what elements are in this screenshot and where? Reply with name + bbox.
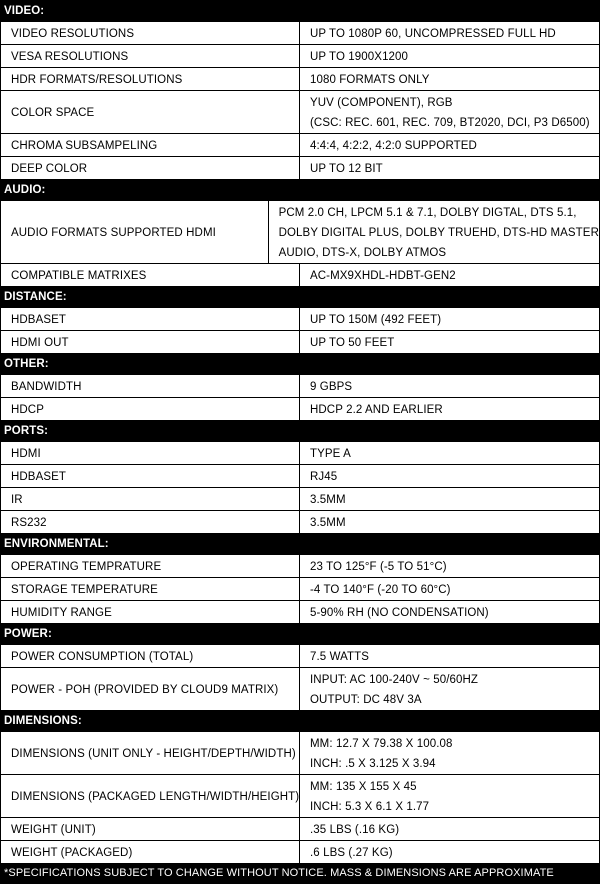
spec-value bbox=[300, 818, 600, 840]
spec-label bbox=[0, 331, 300, 353]
spec-row bbox=[0, 840, 600, 863]
spec-label-text: DEEP COLOR bbox=[11, 163, 88, 175]
spec-row bbox=[0, 464, 600, 487]
spec-row bbox=[0, 510, 600, 533]
spec-value-line: (CSC: REC. 601, REC. 709, BT2020, DCI, P3 D6500) bbox=[310, 117, 590, 129]
spec-value-line: INPUT: AC 100-240V ~ 50/60HZ bbox=[310, 674, 479, 686]
spec-row bbox=[0, 307, 600, 330]
spec-label-text: COLOR SPACE bbox=[11, 107, 95, 119]
spec-value-line: MM: 12.7 X 79.38 X 100.08 bbox=[310, 738, 453, 750]
spec-value-line: 4:4:4, 4:2:2, 4:2:0 SUPPORTED bbox=[310, 140, 477, 152]
spec-value-line: 5-90% RH (NO CONDENSATION) bbox=[310, 607, 489, 619]
spec-value bbox=[300, 488, 600, 510]
spec-row bbox=[0, 577, 600, 600]
spec-row bbox=[0, 44, 600, 67]
spec-value bbox=[300, 308, 600, 330]
spec-label-text: VESA RESOLUTIONS bbox=[11, 51, 129, 63]
spec-value bbox=[300, 775, 600, 817]
spec-value-line: UP TO 50 FEET bbox=[310, 337, 395, 349]
spec-label bbox=[0, 91, 300, 133]
spec-label bbox=[0, 841, 300, 863]
section-header-power: POWER: bbox=[0, 623, 600, 644]
spec-value bbox=[300, 841, 600, 863]
spec-row bbox=[0, 330, 600, 353]
spec-row bbox=[0, 21, 600, 44]
spec-value bbox=[300, 645, 600, 667]
spec-row bbox=[0, 667, 600, 710]
spec-label-text: DIMENSIONS (PACKAGED LENGTH/WIDTH/HEIGHT) bbox=[11, 791, 300, 803]
footer-note: *SPECIFICATIONS SUBJECT TO CHANGE WITHOUT NOTICE. MASS & DIMENSIONS ARE APPROXIMATE bbox=[0, 863, 600, 884]
spec-value bbox=[300, 45, 600, 67]
spec-label-text: IR bbox=[11, 494, 23, 506]
spec-value-line: PCM 2.0 CH, LPCM 5.1 & 7.1, DOLBY DIGTAL, DTS 5.1, bbox=[278, 207, 577, 219]
section-header-dimensions: DIMENSIONS: bbox=[0, 710, 600, 731]
spec-label-text: AUDIO FORMATS SUPPORTED HDMI bbox=[11, 227, 216, 239]
spec-label bbox=[0, 442, 300, 464]
section-header-environmental: ENVIRONMENTAL: bbox=[0, 533, 600, 554]
spec-label-text: HDMI bbox=[11, 448, 41, 460]
spec-value-line: .35 LBS (.16 KG) bbox=[310, 824, 400, 836]
spec-value-line: UP TO 12 BIT bbox=[310, 163, 383, 175]
spec-label bbox=[0, 375, 300, 397]
spec-row bbox=[0, 156, 600, 179]
spec-row bbox=[0, 731, 600, 774]
spec-row bbox=[0, 397, 600, 420]
spec-value bbox=[300, 465, 600, 487]
spec-value-line: 9 GBPS bbox=[310, 381, 353, 393]
spec-label bbox=[0, 134, 300, 156]
spec-value bbox=[300, 22, 600, 44]
spec-label-text: STORAGE TEMPERATURE bbox=[11, 584, 158, 596]
spec-row bbox=[0, 644, 600, 667]
spec-value-line: UP TO 150M (492 FEET) bbox=[310, 314, 442, 326]
spec-value-line: 1080 FORMATS ONLY bbox=[310, 74, 430, 86]
spec-label bbox=[0, 511, 300, 533]
spec-label bbox=[0, 45, 300, 67]
spec-row bbox=[0, 133, 600, 156]
section-header-other: OTHER: bbox=[0, 353, 600, 374]
spec-value bbox=[300, 668, 600, 710]
spec-label-text: RS232 bbox=[11, 517, 47, 529]
spec-label bbox=[0, 22, 300, 44]
spec-value bbox=[300, 68, 600, 90]
spec-value bbox=[300, 511, 600, 533]
spec-label bbox=[0, 398, 300, 420]
spec-value-line: INCH: 5.3 X 6.1 X 1.77 bbox=[310, 801, 430, 813]
spec-value-line: 3.5MM bbox=[310, 494, 346, 506]
section-header-distance: DISTANCE: bbox=[0, 286, 600, 307]
spec-label-text: HDBASET bbox=[11, 471, 67, 483]
spec-label-text: HDCP bbox=[11, 404, 44, 416]
spec-row bbox=[0, 263, 600, 286]
spec-label bbox=[0, 201, 269, 263]
spec-value-line: 23 TO 125°F (-5 TO 51°C) bbox=[310, 561, 447, 573]
spec-label bbox=[0, 668, 300, 710]
spec-label bbox=[0, 157, 300, 179]
spec-value-line: HDCP 2.2 AND EARLIER bbox=[310, 404, 443, 416]
spec-value-line: AC-MX9XHDL-HDBT-GEN2 bbox=[310, 270, 456, 282]
spec-label-text: DIMENSIONS (UNIT ONLY - HEIGHT/DEPTH/WIDTH) bbox=[11, 748, 296, 760]
spec-label bbox=[0, 68, 300, 90]
spec-label-text: BANDWIDTH bbox=[11, 381, 82, 393]
section-header-video: VIDEO: bbox=[0, 0, 600, 21]
spec-label bbox=[0, 601, 300, 623]
spec-label bbox=[0, 465, 300, 487]
spec-label-text: VIDEO RESOLUTIONS bbox=[11, 28, 135, 40]
spec-label-text: OPERATING TEMPRATURE bbox=[11, 561, 162, 573]
spec-value-line: UP TO 1900X1200 bbox=[310, 51, 409, 63]
spec-row bbox=[0, 200, 600, 263]
spec-value bbox=[300, 375, 600, 397]
spec-label-text: HUMIDITY RANGE bbox=[11, 607, 112, 619]
spec-label-text: WEIGHT (PACKAGED) bbox=[11, 847, 133, 859]
spec-value-line: UP TO 1080P 60, UNCOMPRESSED FULL HD bbox=[310, 28, 556, 40]
spec-value-line: 3.5MM bbox=[310, 517, 346, 529]
spec-value bbox=[300, 398, 600, 420]
spec-label bbox=[0, 578, 300, 600]
spec-value-line: MM: 135 X 155 X 45 bbox=[310, 781, 417, 793]
spec-value-line: 7.5 WATTS bbox=[310, 651, 370, 663]
spec-value bbox=[300, 555, 600, 577]
spec-value bbox=[300, 442, 600, 464]
spec-row bbox=[0, 600, 600, 623]
spec-value bbox=[300, 732, 600, 774]
spec-label-text: POWER - POH (PROVIDED BY CLOUD9 MATRIX) bbox=[11, 684, 279, 696]
spec-row bbox=[0, 374, 600, 397]
spec-value bbox=[300, 134, 600, 156]
spec-label bbox=[0, 555, 300, 577]
spec-label bbox=[0, 645, 300, 667]
spec-label bbox=[0, 732, 300, 774]
spec-value bbox=[300, 157, 600, 179]
spec-label bbox=[0, 818, 300, 840]
spec-value-line: DOLBY DIGITAL PLUS, DOLBY TRUEHD, DTS-HD MASTER bbox=[278, 227, 599, 239]
spec-label bbox=[0, 775, 300, 817]
spec-value bbox=[269, 201, 600, 263]
spec-label-text: HDMI OUT bbox=[11, 337, 69, 349]
spec-row bbox=[0, 774, 600, 817]
spec-value bbox=[300, 91, 600, 133]
spec-value-line: INCH: .5 X 3.125 X 3.94 bbox=[310, 758, 436, 770]
section-header-audio: AUDIO: bbox=[0, 179, 600, 200]
spec-label-text: CHROMA SUBSAMPELING bbox=[11, 140, 158, 152]
spec-value-line: -4 TO 140°F (-20 TO 60°C) bbox=[310, 584, 451, 596]
spec-value-line: .6 LBS (.27 KG) bbox=[310, 847, 393, 859]
spec-label-text: HDR FORMATS/RESOLUTIONS bbox=[11, 74, 183, 86]
section-header-ports: PORTS: bbox=[0, 420, 600, 441]
spec-value bbox=[300, 264, 600, 286]
spec-label-text: WEIGHT (UNIT) bbox=[11, 824, 96, 836]
spec-row bbox=[0, 817, 600, 840]
spec-label-text: HDBASET bbox=[11, 314, 67, 326]
spec-value-line: OUTPUT: DC 48V 3A bbox=[310, 694, 422, 706]
spec-row bbox=[0, 441, 600, 464]
spec-label bbox=[0, 264, 300, 286]
spec-value-line: TYPE A bbox=[310, 448, 351, 460]
spec-value-line: AUDIO, DTS-X, DOLBY ATMOS bbox=[278, 247, 447, 259]
spec-row bbox=[0, 554, 600, 577]
spec-row bbox=[0, 67, 600, 90]
spec-row bbox=[0, 90, 600, 133]
spec-value bbox=[300, 578, 600, 600]
spec-label-text: COMPATIBLE MATRIXES bbox=[11, 270, 147, 282]
spec-value-line: YUV (COMPONENT), RGB bbox=[310, 97, 453, 109]
spec-value bbox=[300, 331, 600, 353]
spec-value bbox=[300, 601, 600, 623]
spec-label-text: POWER CONSUMPTION (TOTAL) bbox=[11, 651, 194, 663]
spec-label bbox=[0, 488, 300, 510]
spec-row bbox=[0, 487, 600, 510]
spec-label bbox=[0, 308, 300, 330]
spec-value-line: RJ45 bbox=[310, 471, 338, 483]
